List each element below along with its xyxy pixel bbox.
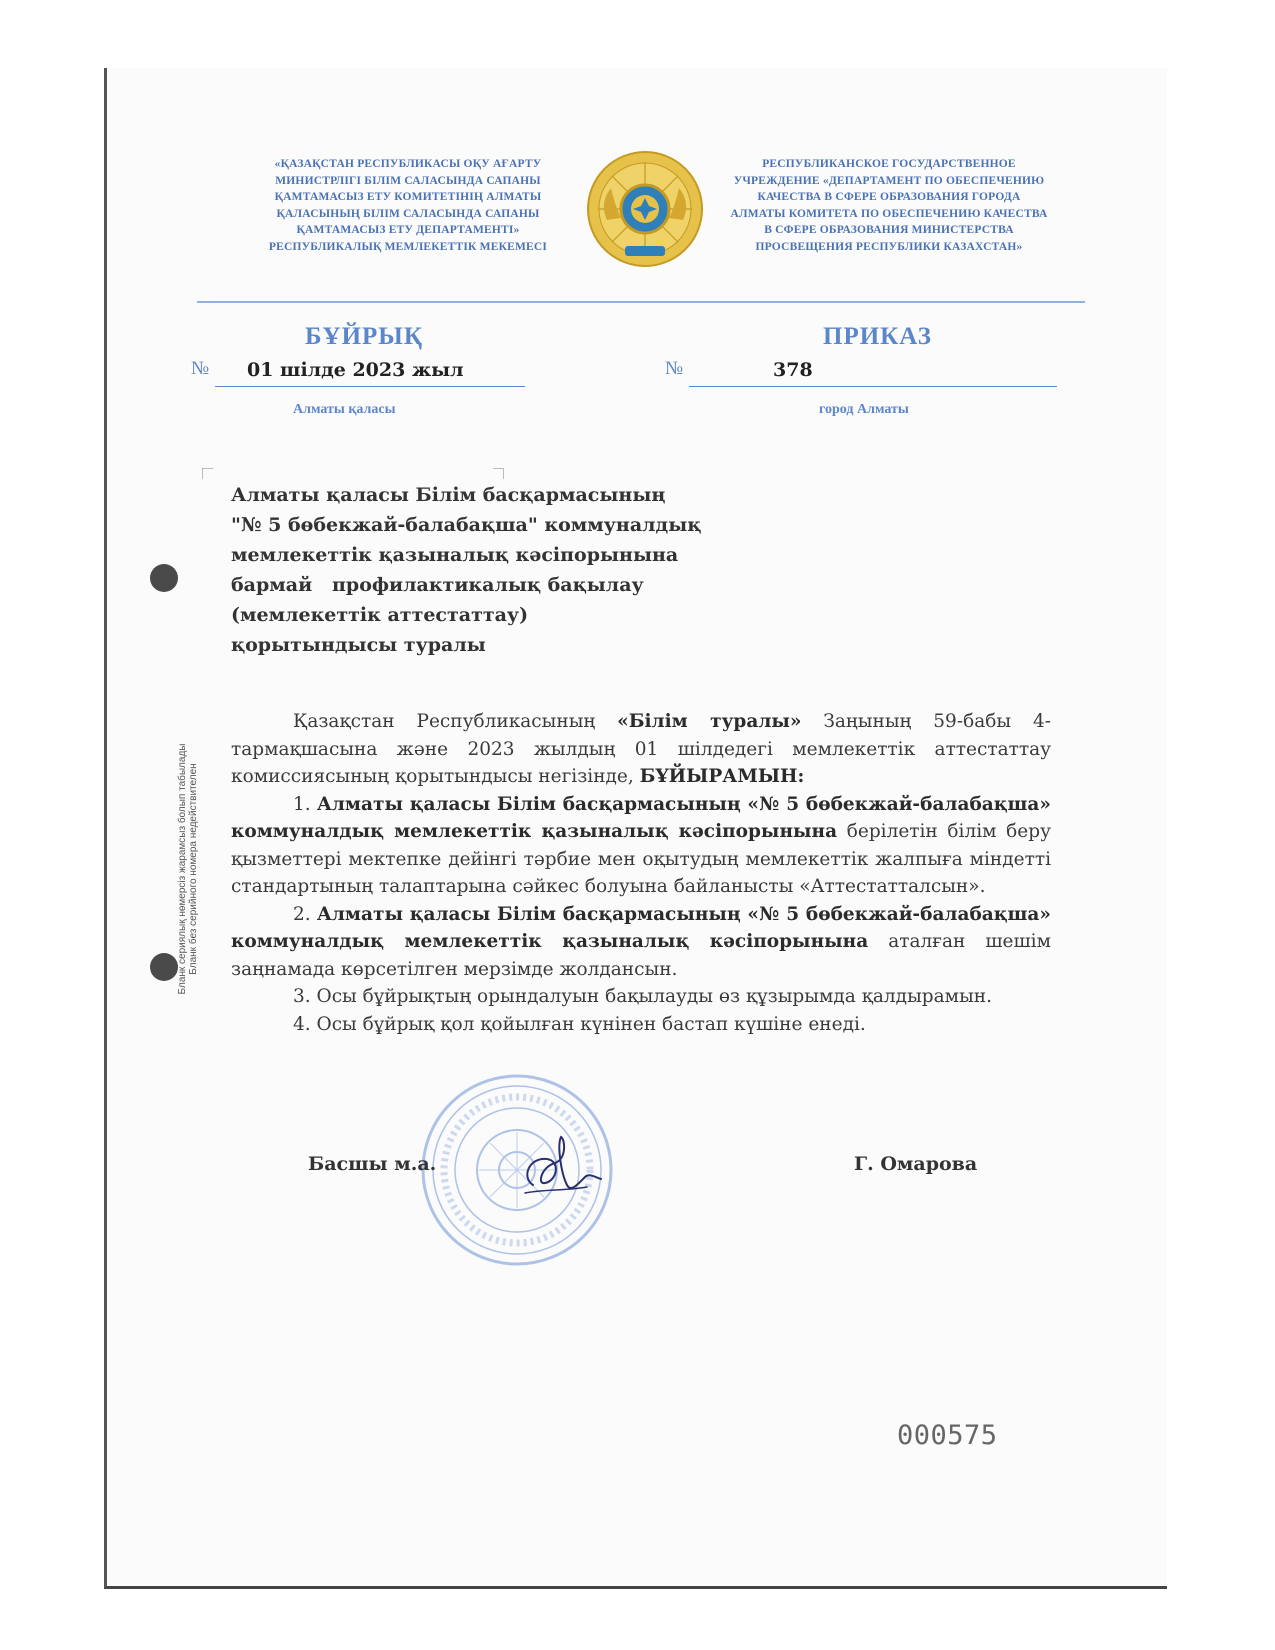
city-kz: Алматы қаласы (293, 402, 396, 417)
title-ru: ПРИКАЗ (823, 323, 932, 350)
order-body (231, 708, 1051, 1038)
order-item-1: 1. Алматы қаласы Білім басқармасының «№ 5 бөбекжай-балабақша» коммуналдық мемлекеттік қазыналық кәсіпорынына берілетін білім беру қызметтері мектепке дейінгі тәрбие мен оқытудың мемлекеттік жалпыға міндетті стандартының талаптарына сәйкес болуына байланысты «Аттестатталсын». (231, 793, 1051, 897)
punch-hole-top (150, 564, 178, 592)
side-note: Бланк сериялық нөмерсіз жарамсыз болып табылады Бланк без серийного номера недействителен (177, 743, 199, 995)
document-sheet (104, 68, 1167, 1589)
handwritten-signature (515, 1133, 605, 1203)
header-divider (197, 301, 1085, 303)
intro-paragraph: Қазақстан Республикасының «Білім туралы» Заңының 59-бабы 4-тармақшасына және 2023 жылдың 01 шілдедегі мемлекеттік аттестаттау комиссиясының қорытындысы негізінде, БҰЙЫРАМЫН: (231, 711, 1051, 787)
order-item-4: 4. Осы бұйрық қол қойылған күнінен бастап күшіне енеді. (293, 1013, 866, 1035)
corner-mark-right (493, 468, 504, 479)
date-underline (215, 386, 525, 387)
number-underline (689, 386, 1057, 387)
order-subject: Алматы қаласы Білім басқармасының "№ 5 бөбекжай-балабақша" коммуналдық мемлекеттік қазыналық кәсіпорынына бармай профилактикалық бақылау (мемлекеттік аттестаттау) қорытындысы туралы (231, 484, 702, 656)
number-sign-ru: № (665, 358, 684, 379)
title-kz: БҰЙРЫҚ (305, 323, 423, 350)
order-item-2: 2. Алматы қаласы Білім басқармасының «№ 5 бөбекжай-балабақша» коммуналдық мемлекеттік қазыналық кәсіпорынына аталған шешім заңнамада көрсетілген мерзімде жолдансын. (231, 903, 1051, 980)
state-emblem-icon (585, 148, 705, 270)
order-item-3: 3. Осы бұйрықтың орындалуын бақылауды өз құзырымда қалдырамын. (293, 986, 992, 1007)
header-russian: РЕСПУБЛИКАНСКОЕ ГОСУДАРСТВЕННОЕ УЧРЕЖДЕНИЕ «ДЕПАРТАМЕНТ ПО ОБЕСПЕЧЕНИЮ КАЧЕСТВА В СФЕРЕ ОБРАЗОВАНИЯ ГОРОДА АЛМАТЫ КОМИТЕТА ПО ОБЕСПЕЧЕНИЮ КАЧЕСТВА В СФЕРЕ ОБРАЗОВАНИЯ МИНИСТЕРСТВА ПРОСВЕЩЕНИЯ РЕСПУБЛИКИ КАЗАХСТАН» (730, 158, 1048, 253)
city-ru: город Алматы (819, 402, 909, 417)
number-sign-kz: № (191, 358, 210, 379)
order-number: 378 (773, 359, 813, 381)
corner-mark-left (202, 468, 213, 479)
serial-number: 000575 (897, 1420, 998, 1451)
signer-role: Басшы м.а. (308, 1153, 437, 1175)
punch-hole-bottom (150, 953, 178, 981)
header-kazakh: «ҚАЗАҚСТАН РЕСПУБЛИКАСЫ ОҚУ АҒАРТУ МИНИСТРЛІГІ БІЛІМ САЛАСЫНДА САПАНЫ ҚАМТАМАСЫЗ ЕТУ КОМИТЕТІНІҢ АЛМАТЫ ҚАЛАСЫНЫҢ БІЛІМ САЛАСЫНДА САПАНЫ ҚАМТАМАСЫЗ ЕТУ ДЕПАРТАМЕНТІ» РЕСПУБЛИКАЛЫҚ МЕМЛЕКЕТТІК МЕКЕМЕСІ (268, 158, 548, 253)
order-date: 01 шілде 2023 жыл (247, 359, 464, 381)
signer-name: Г. Омарова (854, 1153, 978, 1175)
